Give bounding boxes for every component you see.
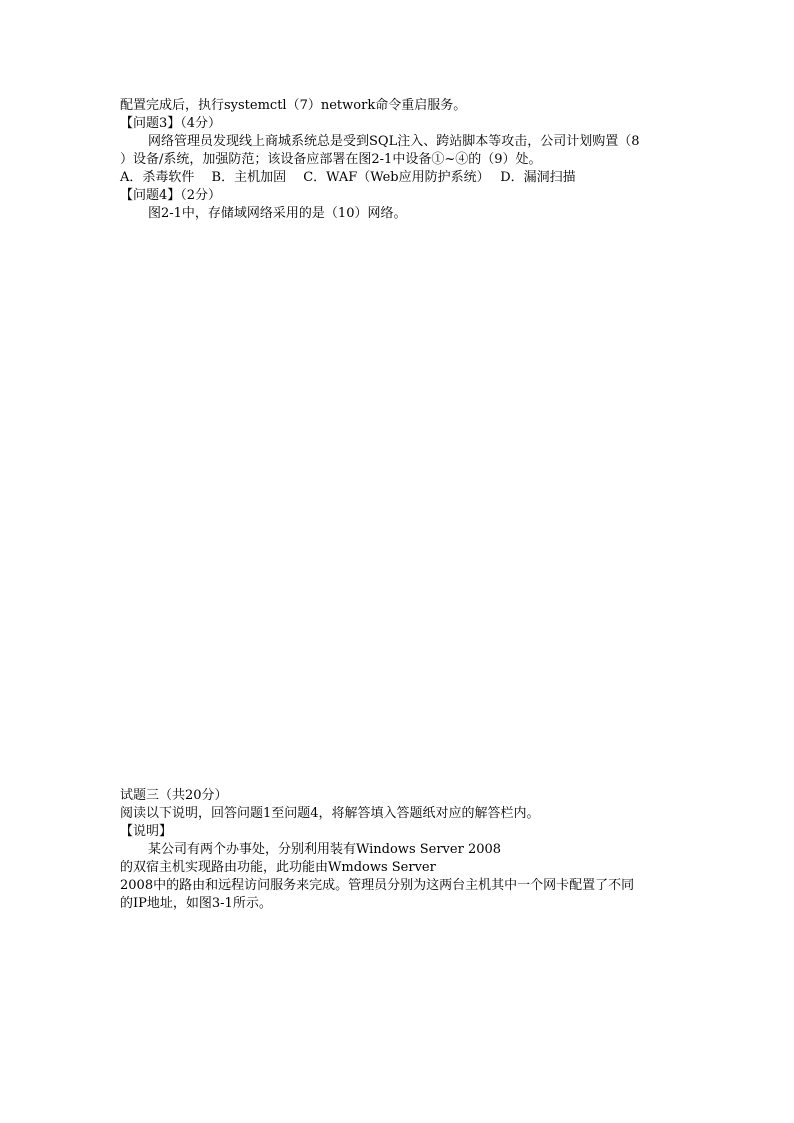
description-title: 【说明】 [120, 824, 173, 839]
instruction-text: 阅读以下说明，回答问题1至问题4，将解答填入答题纸对应的解答栏内。 [120, 806, 540, 821]
description-line-2: 的双宿主机实现路由功能，此功能由Wmdows Server [120, 860, 436, 875]
restart-service-text: 配置完成后，执行systemctl（7）network命令重启服务。 [120, 98, 467, 113]
question-block-bottom [120, 787, 680, 913]
question-3-title: 【问题3】（4分） [120, 116, 222, 131]
description-line-3: 2008中的路由和远程访问服务来完成。管理员分别为这两台主机其中一个网卡配置了不同 [120, 878, 635, 893]
question-block-top [120, 97, 680, 223]
question-4-body: 图2-1中，存储域网络采用的是（10）网络。 [148, 206, 407, 221]
question-3-body-line-1: 网络管理员发现线上商城系统总是受到SQL注入、跨站脚本等攻击，公司计划购置（8 [148, 134, 640, 149]
exam-question-3-title: 试题三（共20分） [120, 788, 228, 803]
description-line-4: 的IP地址，如图3-1所示。 [120, 896, 272, 911]
question-4-title: 【问题4】（2分） [120, 188, 222, 203]
question-3-options: A．杀毒软件 B．主机加固 C．WAF（Web应用防护系统） D．漏洞扫描 [120, 170, 576, 185]
description-line-1: 某公司有两个办事处，分别利用装有Windows Server 2008 [148, 842, 502, 857]
question-3-body-line-2: ）设备/系统，加强防范；该设备应部署在图2-1中设备①~④的（9）处。 [120, 152, 542, 167]
